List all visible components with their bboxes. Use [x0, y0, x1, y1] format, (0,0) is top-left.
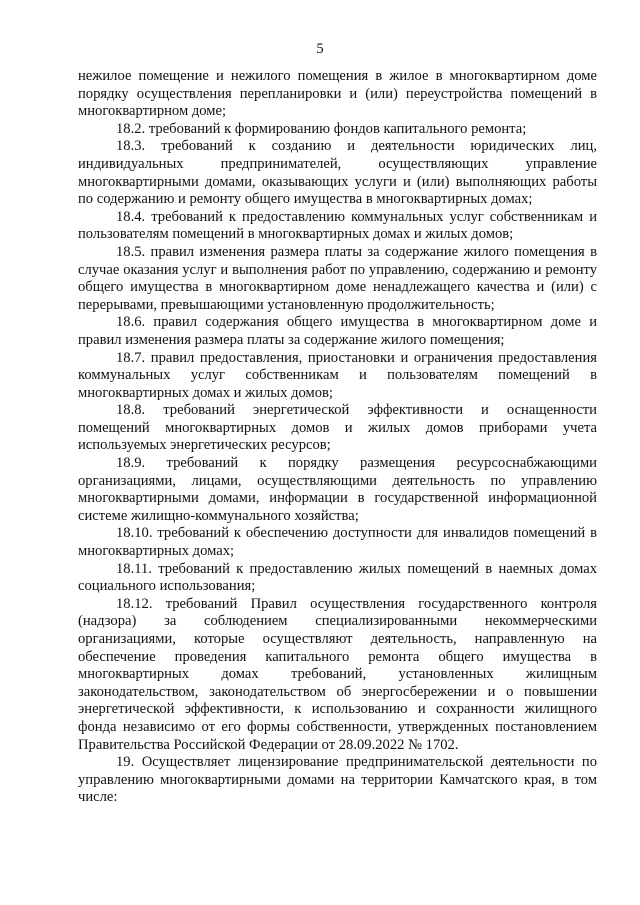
- paragraph-19: 19. Осуществляет лицензирование предпринимательской деятельности по управлению многоквартирными домами на территории Камчатского края, в том числе:: [78, 754, 597, 806]
- paragraph-18-6: 18.6. правил содержания общего имущества в многоквартирном доме и правил изменения размера платы за содержание жилого помещения;: [78, 314, 597, 348]
- paragraph-18-12: 18.12. требований Правил осуществления государственного контроля (надзора) за соблюдением специализированными некоммерческими организациями, которые осуществляют деятельность, направленную на обеспечение проведения капитального ремонта общего имущества в многоквартирных домах требований, установленных жилищным законодательством, законодательством об энергосбережении и о повышении энергетической эффективности, к использованию и сохранности жилищного фонда независимо от его формы собственности, утвержденных постановлением Правительства Российской Федерации от 28.09.2022 № 1702.: [78, 595, 597, 753]
- paragraph-continuation: нежилое помещение и нежилого помещения в жилое в многоквартирном доме порядку осуществления перепланировки и (или) переустройства помещений в многоквартирном доме;: [78, 68, 597, 120]
- paragraph-18-11: 18.11. требований к предоставлению жилых помещений в наемных домах социального использования;: [78, 560, 597, 595]
- paragraph-18-3: 18.3. требований к созданию и деятельности юридических лиц, индивидуальных предпринимателей, осуществляющих управление многоквартирными домами, оказывающих услуги и (или) выполняющих работы по содержанию и ремонту общего имущества в многоквартирных домах;: [78, 138, 597, 208]
- document-body: [78, 68, 597, 807]
- paragraph-18-2: 18.2. требований к формированию фондов капитального ремонта;: [116, 120, 527, 137]
- paragraph-18-8: 18.8. требований энергетической эффективности и оснащенности помещений многоквартирных домов и жилых домов приборами учета используемых энергетических ресурсов;: [78, 402, 597, 454]
- paragraph-18-10: 18.10. требований к обеспечению доступности для инвалидов помещений в многоквартирных домах;: [78, 525, 597, 560]
- page-number: 5: [316, 41, 324, 57]
- paragraph-18-5: 18.5. правил изменения размера платы за содержание жилого помещения в случае оказания услуг и выполнения работ по управлению, содержанию и ремонту общего имущества в многоквартирном доме ненадлежащего качества и (или) с перерывами, превышающими установленную продолжительность;: [78, 243, 597, 313]
- paragraph-18-7: 18.7. правил предоставления, приостановки и ограничения предоставления коммунальных услуг собственникам и пользователям помещений в многоквартирных домах и жилых домов;: [78, 349, 597, 401]
- paragraph-18-4: 18.4. требований к предоставлению коммунальных услуг собственникам и пользователям помещений в многоквартирных домах и жилых домов;: [78, 208, 597, 243]
- paragraph-18-9: 18.9. требований к порядку размещения ресурсоснабжающими организациями, лицами, осуществляющими деятельность по управлению многоквартирными домами, информации в государственной информационной системе жилищно-коммунального хозяйства;: [78, 455, 597, 524]
